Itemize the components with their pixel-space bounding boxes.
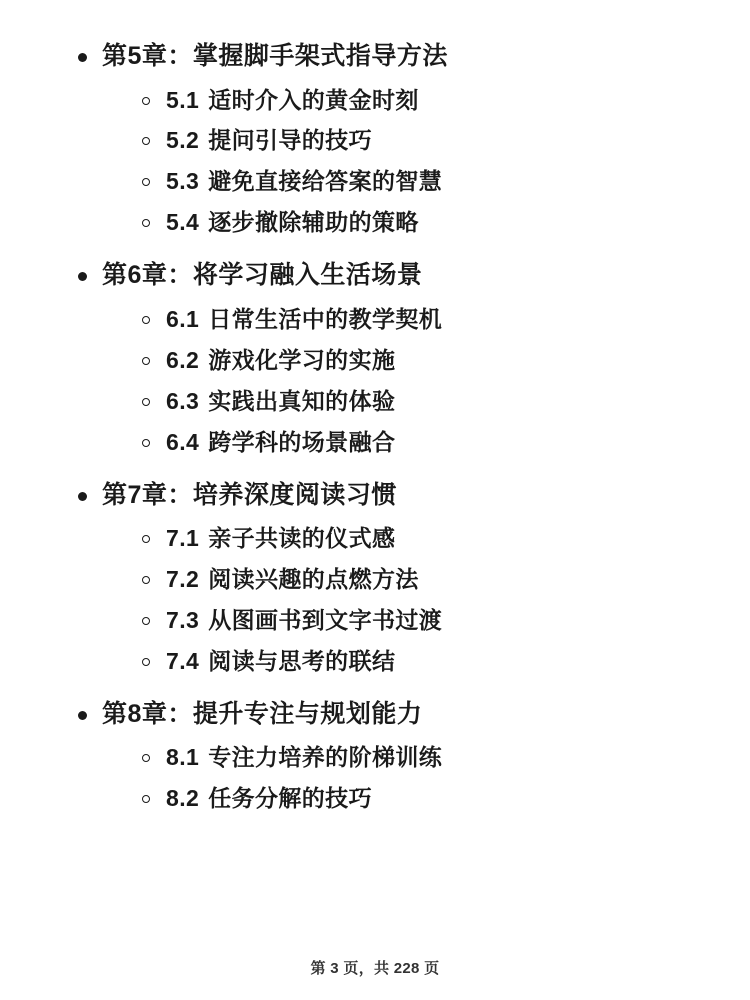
list-item: [56, 381, 694, 422]
section-title: 逐步撤除辅助的策略: [208, 209, 419, 236]
list-item: [56, 202, 694, 243]
page-footer: 第 3 页，共 228 页: [310, 960, 440, 977]
bullet-icon: [78, 492, 87, 501]
chapter-label: 第6章：: [102, 261, 193, 290]
chapter-title-text: 培养深度阅读习惯: [192, 480, 397, 509]
list-item: [56, 80, 694, 121]
list-item: [56, 778, 694, 819]
section-list: [56, 80, 694, 244]
chapter-label: 第7章：: [102, 480, 193, 509]
section-number: 6.3: [166, 387, 200, 414]
section-title: 提问引导的技巧: [208, 127, 372, 154]
circle-bullet-icon: [142, 357, 150, 365]
list-item: [56, 600, 694, 641]
chapter-label: 第5章：: [102, 42, 193, 70]
chapter-label: 第8章：: [102, 699, 193, 728]
list-item: [56, 641, 694, 682]
section-title: 亲子共读的仪式感: [208, 525, 396, 552]
list-item: [56, 559, 694, 600]
bullet-icon: [78, 53, 87, 62]
section-title: 游戏化学习的实施: [208, 346, 396, 373]
section-list: [56, 737, 694, 819]
circle-bullet-icon: [142, 795, 150, 803]
chapter-title-text: 提升专注与规划能力: [192, 699, 423, 728]
chapter-heading: [56, 696, 694, 734]
circle-bullet-icon: [142, 617, 150, 625]
chapter-title-text: 将学习融入生活场景: [192, 261, 423, 290]
list-item: [56, 737, 694, 778]
bullet-icon: [78, 711, 87, 720]
list-item: [56, 422, 694, 463]
chapter-heading: [56, 477, 694, 515]
chapter-block: [56, 257, 694, 462]
section-title: 适时介入的黄金时刻: [208, 86, 419, 113]
section-title: 从图画书到文字书过渡: [208, 607, 443, 634]
chapter-heading: [56, 38, 694, 76]
list-item: [56, 120, 694, 161]
section-number: 6.1: [166, 305, 200, 332]
section-number: 6.4: [166, 428, 200, 455]
chapter-heading: [56, 257, 694, 295]
chapter-title-text: 掌握脚手架式指导方法: [192, 42, 448, 70]
circle-bullet-icon: [142, 316, 150, 324]
chapter-block: [56, 477, 694, 682]
section-list: [56, 299, 694, 463]
table-of-contents: [56, 38, 694, 819]
bullet-icon: [78, 272, 87, 281]
list-item: [56, 161, 694, 202]
circle-bullet-icon: [142, 97, 150, 105]
circle-bullet-icon: [142, 658, 150, 666]
section-title: 避免直接给答案的智慧: [208, 168, 443, 195]
circle-bullet-icon: [142, 137, 150, 145]
section-number: 8.2: [166, 785, 200, 812]
section-number: 7.1: [166, 525, 200, 552]
section-number: 5.3: [166, 168, 200, 195]
circle-bullet-icon: [142, 754, 150, 762]
list-item: [56, 340, 694, 381]
section-number: 5.2: [166, 127, 200, 154]
section-title: 阅读兴趣的点燃方法: [208, 566, 419, 593]
section-title: 阅读与思考的联结: [208, 647, 396, 674]
circle-bullet-icon: [142, 439, 150, 447]
circle-bullet-icon: [142, 398, 150, 406]
section-number: 5.4: [166, 209, 200, 236]
chapter-block: [56, 38, 694, 243]
section-number: 6.2: [166, 346, 200, 373]
section-title: 任务分解的技巧: [208, 785, 372, 812]
section-title: 专注力培养的阶梯训练: [208, 744, 443, 771]
section-number: 8.1: [166, 744, 200, 771]
section-number: 7.3: [166, 607, 200, 634]
section-title: 实践出真知的体验: [208, 387, 396, 414]
section-number: 7.4: [166, 647, 200, 674]
section-list: [56, 518, 694, 682]
circle-bullet-icon: [142, 535, 150, 543]
section-title: 跨学科的场景融合: [208, 428, 396, 455]
list-item: [56, 518, 694, 559]
chapter-block: [56, 696, 694, 819]
section-title: 日常生活中的教学契机: [208, 305, 443, 332]
circle-bullet-icon: [142, 576, 150, 584]
list-item: [56, 299, 694, 340]
circle-bullet-icon: [142, 219, 150, 227]
section-number: 7.2: [166, 566, 200, 593]
circle-bullet-icon: [142, 178, 150, 186]
section-number: 5.1: [166, 86, 200, 113]
